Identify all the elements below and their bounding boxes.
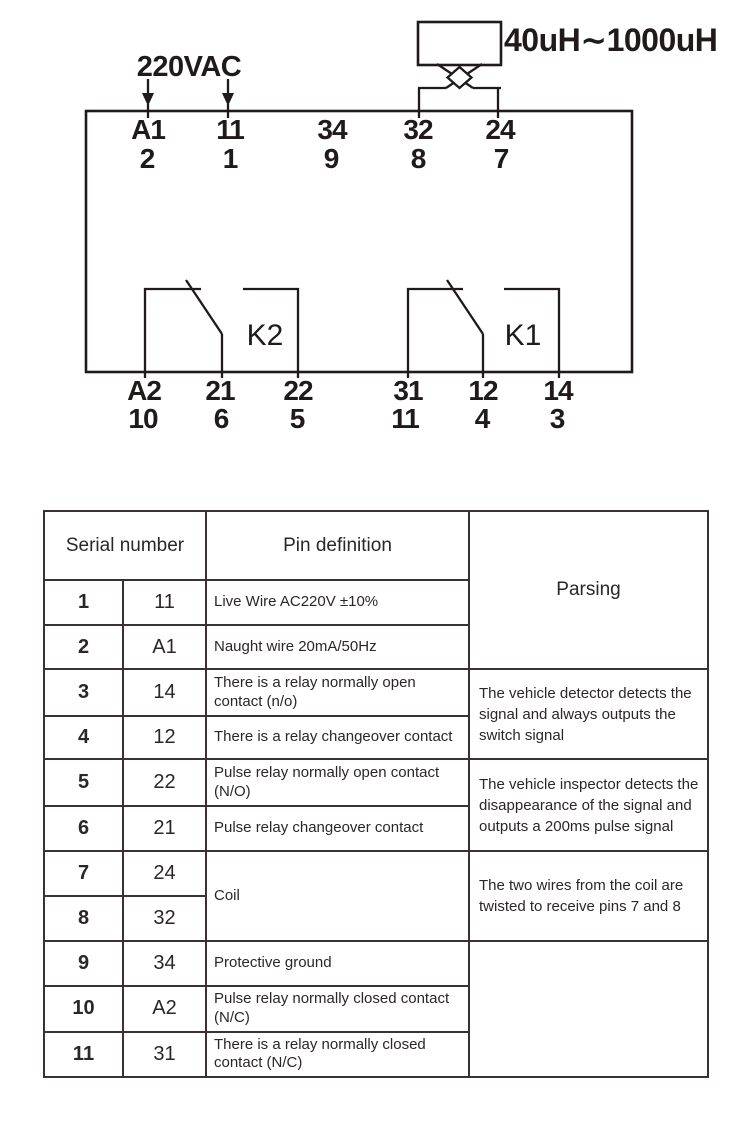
definition-cell: Live Wire AC220V ±10%	[206, 580, 469, 625]
definition-cell: There is a relay normally closed contact (N/C)	[206, 1032, 469, 1078]
pin-label: A2	[127, 375, 161, 406]
relay-k1-label: K1	[504, 319, 542, 352]
pin-cell: 22	[123, 759, 206, 806]
pin-definition-header: Pin definition	[206, 511, 469, 580]
table-header-row	[44, 511, 708, 580]
bottom-pin-labels	[127, 375, 574, 434]
pin-number: 9	[323, 143, 339, 174]
inductance-range-label: 40uH∼1000uH	[504, 22, 718, 58]
wiring-diagram	[0, 0, 750, 470]
serial-cell: 6	[44, 806, 123, 851]
pin-number: 6	[213, 403, 229, 434]
pin-number: 11	[391, 403, 419, 434]
serial-cell: 3	[44, 669, 123, 716]
loop-coil-box	[418, 22, 501, 65]
definition-cell: Pulse relay changeover contact	[206, 806, 469, 851]
pin-cell: 34	[123, 941, 206, 986]
pin-label: 32	[403, 114, 433, 145]
parsing-cell-empty	[469, 941, 708, 1077]
pin-label: 31	[393, 375, 423, 406]
pin-cell: 14	[123, 669, 206, 716]
definition-cell: Naught wire 20mA/50Hz	[206, 625, 469, 669]
pin-label: 12	[468, 375, 498, 406]
parsing-cell: The vehicle detector detects the signal and always outputs the switch signal	[469, 669, 708, 759]
pin-definition-table	[43, 510, 709, 1078]
definition-cell: There is a relay normally open contact (n/o)	[206, 669, 469, 716]
parsing-cell: The two wires from the coil are twisted to receive pins 7 and 8	[469, 851, 708, 941]
pin-label: 22	[283, 375, 313, 406]
pin-cell: 24	[123, 851, 206, 896]
serial-cell: 5	[44, 759, 123, 806]
pin-label: 34	[317, 114, 347, 145]
serial-cell: 2	[44, 625, 123, 669]
parsing-header: Parsing	[469, 511, 708, 669]
pin-label: 11	[216, 114, 244, 145]
pin-number: 2	[139, 143, 155, 174]
serial-cell: 1	[44, 580, 123, 625]
table-row	[44, 759, 708, 806]
pin-number: 7	[493, 143, 509, 174]
definition-cell: Protective ground	[206, 941, 469, 986]
serial-cell: 8	[44, 896, 123, 941]
pin-number: 4	[474, 403, 490, 434]
table-row	[44, 669, 708, 716]
parsing-cell: The vehicle inspector detects the disappearance of the signal and outputs a 200ms pulse signal	[469, 759, 708, 851]
relay-k2-label: K2	[246, 319, 284, 352]
table-row	[44, 851, 708, 896]
pin-label: 24	[485, 114, 515, 145]
supply-voltage-label: 220VAC	[136, 51, 242, 83]
serial-cell: 4	[44, 716, 123, 759]
pin-label: A1	[131, 114, 165, 145]
definition-cell: Pulse relay normally open contact (N/O)	[206, 759, 469, 806]
pin-cell: 21	[123, 806, 206, 851]
pin-cell: 11	[123, 580, 206, 625]
pin-number: 8	[410, 143, 426, 174]
pin-number: 3	[549, 403, 565, 434]
serial-cell: 10	[44, 986, 123, 1032]
serial-cell: 7	[44, 851, 123, 896]
pin-cell: A2	[123, 986, 206, 1032]
pin-cell: 32	[123, 896, 206, 941]
serial-cell: 9	[44, 941, 123, 986]
table-row	[44, 941, 708, 986]
device-outline	[86, 111, 632, 372]
pin-cell: 12	[123, 716, 206, 759]
pin-label: 14	[543, 375, 573, 406]
pin-number: 1	[222, 143, 238, 174]
definition-cell: There is a relay changeover contact	[206, 716, 469, 759]
pin-number: 10	[128, 403, 158, 434]
serial-number-header: Serial number	[44, 511, 206, 580]
pin-cell: 31	[123, 1032, 206, 1078]
definition-cell: Coil	[206, 851, 469, 941]
pin-cell: A1	[123, 625, 206, 669]
pin-number: 5	[289, 403, 305, 434]
definition-cell: Pulse relay normally closed contact (N/C)	[206, 986, 469, 1032]
pin-label: 21	[205, 375, 235, 406]
serial-cell: 11	[44, 1032, 123, 1078]
top-pin-labels	[131, 114, 516, 174]
